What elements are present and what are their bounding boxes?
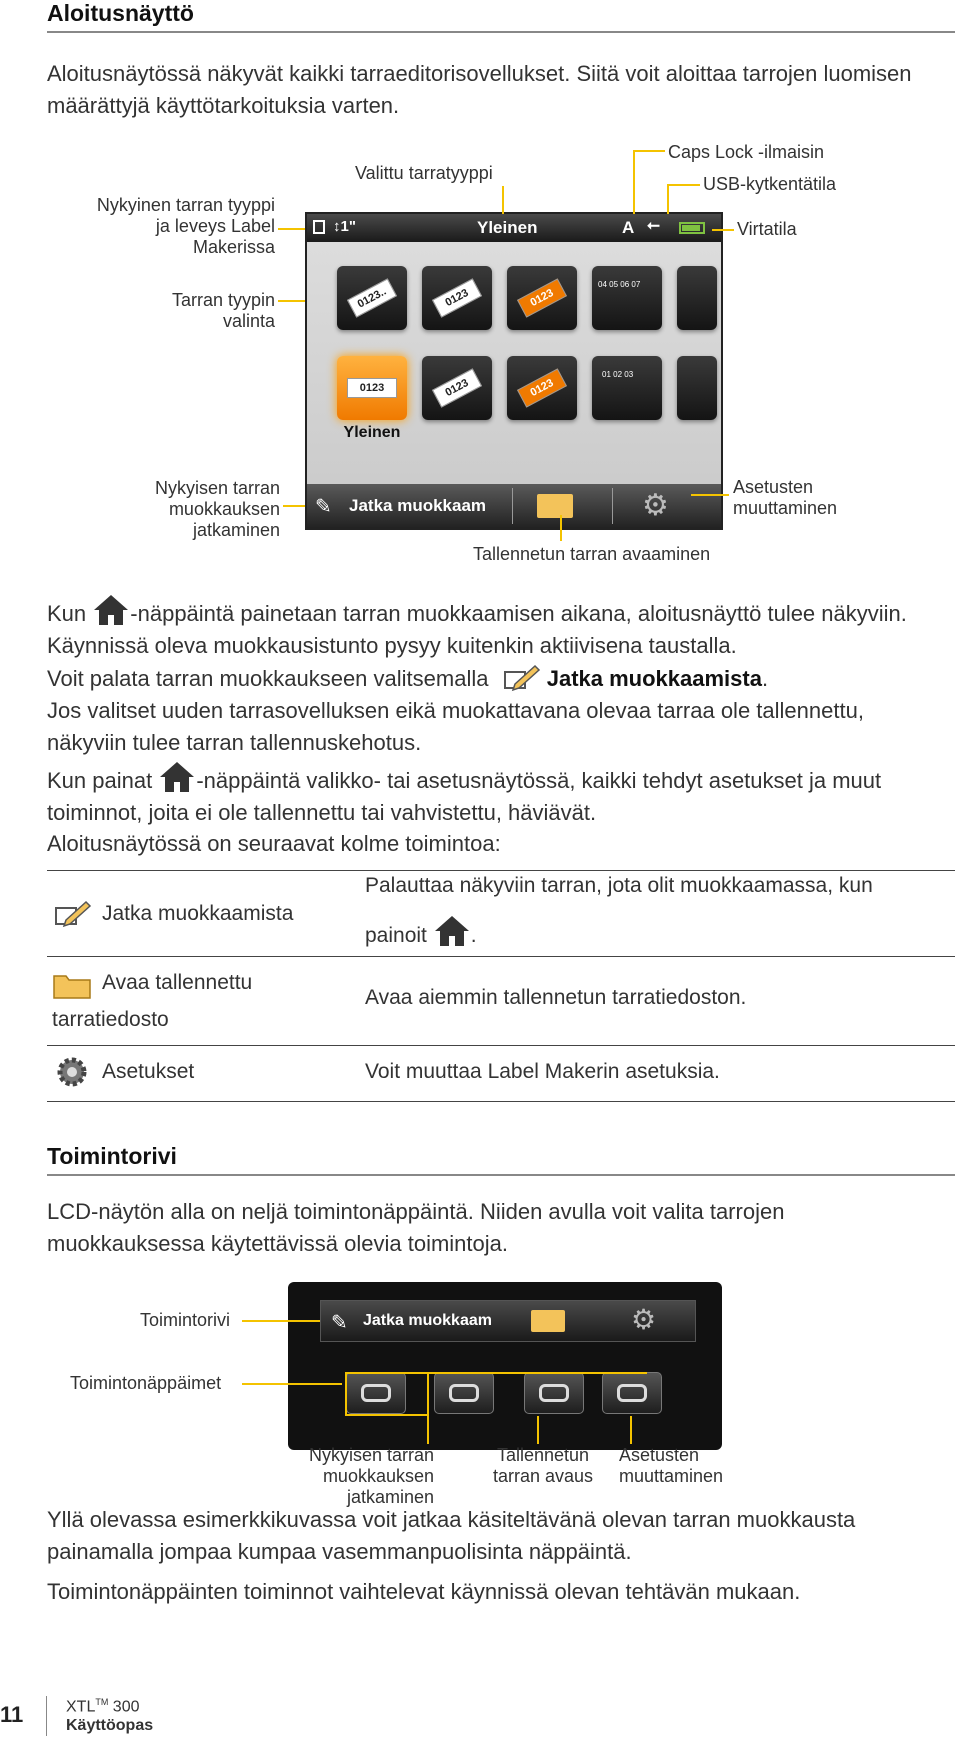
outro-paragraph-1: Yllä olevassa esimerkkikuvassa voit jatkaa käsiteltävänä olevan tarran muokkausta painamalla jompaa kumpaa vasemmanpuolisinta näppäintä.	[47, 1507, 856, 1564]
screen-function-bar	[307, 484, 721, 528]
callout-fk-continue: Nykyisen tarran muokkauksen jatkaminen	[308, 1445, 434, 1507]
footer-manual: Käyttöopas	[66, 1717, 154, 1734]
label-width-indicator: ↕1"	[333, 218, 356, 235]
caps-lock-icon: A	[622, 218, 635, 237]
label-type-tile-cable-wrap[interactable]: 0123	[507, 266, 577, 330]
table-row-continue-desc-b: painoit .	[365, 914, 477, 952]
folder-icon[interactable]	[537, 494, 573, 518]
table-row-open-name-a: Avaa tallennettu	[102, 971, 253, 994]
function-key-3[interactable]	[524, 1372, 584, 1414]
lcd-screen	[305, 212, 723, 530]
edit-pencil-icon	[501, 662, 541, 692]
edit-pencil-icon: ✎	[331, 1312, 348, 1334]
outro-paragraph-2: Toimintonäppäinten toiminnot vaihtelevat käynnissä olevan tehtävän mukaan.	[47, 1579, 801, 1604]
label-type-tile-heat-shrink[interactable]: 0123	[507, 356, 577, 420]
home-key-discard-paragraph: Kun painat -näppäintä valikko- tai asetusnäytössä, kaikki tehdyt asetukset ja muut toiminnot, joita ei ole tallennettu tai vahvistettu, häviävät.	[47, 760, 947, 829]
screen-status-bar	[307, 214, 721, 242]
gear-icon: ⚙	[631, 1304, 657, 1335]
footer-divider	[46, 1696, 47, 1736]
screen-title: Yleinen	[477, 218, 538, 237]
home-key-icon	[433, 914, 471, 948]
folder-icon	[52, 970, 92, 1000]
table-row-settings-name: Asetukset	[102, 1060, 195, 1083]
label-type-tile-partial-2[interactable]	[677, 356, 717, 420]
edit-pencil-icon: ✎	[315, 496, 332, 518]
callout-current-label: Nykyinen tarran tyyppi ja leveys Label Makerissa	[96, 195, 275, 257]
callout-settings: Asetusten muuttaminen	[733, 477, 838, 518]
table-row-settings-desc: Voit muuttaa Label Makerin asetuksia.	[365, 1060, 720, 1083]
callout-fk-open: Tallennetun tarran avaus	[492, 1445, 594, 1486]
usb-icon: ⭠	[647, 217, 660, 234]
footer-product: XTL™ 300	[66, 1697, 140, 1716]
save-prompt-paragraph: Jos valitset uuden tarrasovelluksen eikä muokattavana olevaa tarraa ole tallennettu, näkyviin tulee tarran tallennuskehotus.	[47, 698, 864, 755]
label-type-tile-flag[interactable]: 0123	[422, 266, 492, 330]
function-key-1[interactable]	[346, 1372, 406, 1414]
function-bar	[320, 1300, 696, 1342]
home-key-icon	[158, 760, 196, 794]
label-type-tile-flag-2[interactable]: 0123	[422, 356, 492, 420]
callout-open-saved: Tallennetun tarran avaaminen	[473, 544, 711, 564]
callout-label-type-select: Tarran tyypin valinta	[171, 290, 275, 331]
selected-type-name: Yleinen	[343, 424, 401, 441]
folder-icon	[531, 1310, 565, 1332]
callout-usb: USB-kytkentätila	[703, 174, 837, 194]
callout-function-bar: Toimintorivi	[140, 1310, 231, 1330]
home-key-icon	[92, 593, 130, 627]
continue-editing-label[interactable]: Jatka muokkaam	[349, 496, 487, 515]
label-type-tile-patch-panel[interactable]: 04 05 06 07	[592, 266, 662, 330]
function-key-4[interactable]	[602, 1372, 662, 1414]
function-key-2[interactable]	[434, 1372, 494, 1414]
home-screen-intro: Aloitusnäytössä näkyvät kaikki tarraeditorisovellukset. Siitä voit aloittaa tarrojen luomisen määrättyjä käyttötarkoituksia varten.	[47, 61, 912, 118]
table-row-open-name-b: tarratiedosto	[52, 1008, 169, 1031]
callout-fk-settings: Asetusten muuttaminen	[619, 1445, 724, 1486]
label-type-tile-partial[interactable]	[677, 266, 717, 330]
home-key-paragraph: Kun -näppäintä painetaan tarran muokkaamisen aikana, aloitusnäyttö tulee näkyviin. Käynnissä oleva muokkausistunto pysyy kuitenkin aktiivisena taustalla. Voit palata tarran muokkaukseen valitsemalla Jatka muokkaamista.	[47, 593, 947, 695]
page-number: 11	[0, 1702, 24, 1727]
edit-pencil-icon	[52, 898, 92, 928]
device-closeup	[288, 1282, 722, 1450]
callout-function-keys: Toimintonäppäimet	[70, 1373, 222, 1393]
label-type-tile-selected[interactable]: 0123	[337, 356, 407, 420]
table-row-continue-desc-a: Palauttaa näkyviin tarran, jota olit muokkaamassa, kun	[365, 874, 873, 897]
continue-editing-label: Jatka muokkaam	[363, 1312, 492, 1329]
label-type-tile-general[interactable]: 0123..	[337, 266, 407, 330]
table-row-open-desc: Avaa aiemmin tallennetun tarratiedoston.	[365, 986, 747, 1009]
callout-power: Virtatila	[737, 219, 797, 239]
function-bar-intro: LCD-näytön alla on neljä toimintonäppäintä. Niiden avulla voit valita tarrojen muokkauksessa käytettävissä olevia toimintoja.	[47, 1199, 785, 1256]
section-heading-home-screen: Aloitusnäyttö	[47, 0, 955, 33]
section-heading-function-bar: Toimintorivi	[47, 1143, 955, 1176]
table-row-continue-name: Jatka muokkaamista	[102, 902, 294, 925]
callout-caps-lock: Caps Lock -ilmaisin	[668, 142, 825, 162]
gear-icon[interactable]: ⚙	[642, 489, 669, 522]
callout-selected-type: Valittu tarratyyppi	[355, 163, 493, 183]
label-cassette-icon	[313, 220, 325, 234]
functions-intro: Aloitusnäytössä on seuraavat kolme toimintoa:	[47, 831, 501, 856]
callout-continue-edit: Nykyisen tarran muokkauksen jatkaminen	[154, 478, 280, 540]
label-type-tile-terminal-block[interactable]: 01 02 03	[592, 356, 662, 420]
gear-icon	[54, 1054, 90, 1090]
battery-icon	[679, 222, 705, 234]
